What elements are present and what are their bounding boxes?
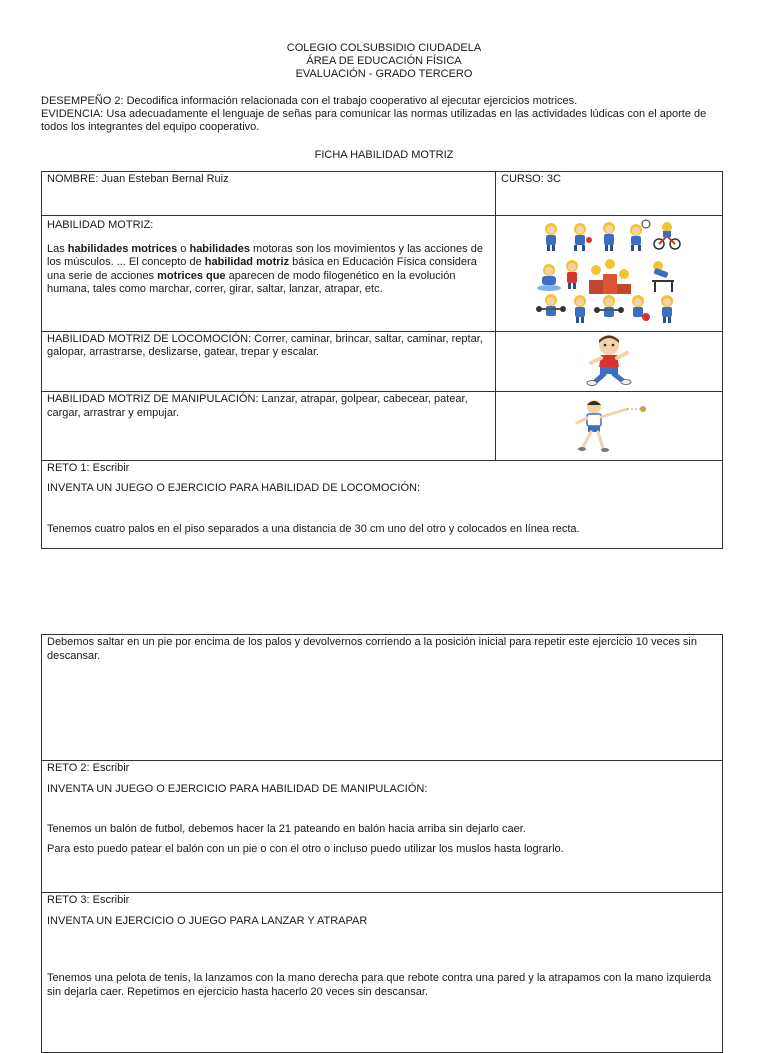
kid-figure xyxy=(574,223,592,251)
reto1-question: INVENTA UN JUEGO O EJERCICIO PARA HABILIDAD DE LOCOMOCIÓN: xyxy=(47,482,421,494)
school-name: COLEGIO COLSUBSIDIO CIUDADELA xyxy=(286,42,482,54)
reto3-question: INVENTA UN EJERCICIO O JUEGO PARA LANZAR Y ATRAPAR xyxy=(47,914,368,927)
reto2-row xyxy=(42,761,723,893)
reto3-row xyxy=(42,893,723,1053)
running-boy-image xyxy=(579,333,639,387)
definition-bold: motrices que xyxy=(157,269,226,282)
kid-figure xyxy=(661,295,673,323)
kid-figure xyxy=(630,220,650,251)
podium xyxy=(589,259,631,294)
definition-part: motoras son los movimientos y las acciones de los músculos. ... El concepto de xyxy=(47,242,483,268)
reto1-cell xyxy=(42,460,723,548)
sports-kids-image xyxy=(534,218,684,326)
definition-bold: habilidades motrices xyxy=(67,242,178,255)
student-course: CURSO: 3C xyxy=(501,173,561,185)
kid-figure xyxy=(594,295,624,317)
ficha-table xyxy=(41,171,723,549)
student-row xyxy=(42,172,723,216)
definition-part: o xyxy=(177,242,190,255)
reto1-label: RETO 1: Escribir xyxy=(47,461,130,474)
student-name-cell xyxy=(42,172,496,216)
reto2-question: INVENTA UN JUEGO O EJERCICIO PARA HABILIDAD DE MANIPULACIÓN: xyxy=(47,782,428,795)
running-boy-illustration xyxy=(496,331,723,392)
kid-figure xyxy=(566,260,578,289)
throwing-boy-image xyxy=(569,393,649,455)
definition-part: básica en Educación Física considera una serie de acciones xyxy=(47,256,477,282)
student-name: NOMBRE: Juan Esteban Bernal Ruiz xyxy=(47,173,229,185)
reto2-cell xyxy=(42,761,723,893)
hurdle-kid xyxy=(652,261,674,292)
manipulacion-text: HABILIDAD MOTRIZ DE MANIPULACIÓN: Lanzar, atrapar, golpear, cabecear, patear, cargar, arrastrar y empujar. xyxy=(47,393,468,419)
definition-bold: habilidades xyxy=(189,242,250,255)
reto3-answer: Tenemos una pelota de tenis, la lanzamos con la mano derecha para que rebote contra una pared y la atrapamos con la mano izquierda sin dejarla caer. Repetimos en ejercicio hasta hacerlo 20 veces sin descansar. xyxy=(47,972,712,998)
throwing-boy-illustration xyxy=(496,392,723,461)
retos-table xyxy=(41,634,723,1053)
reto1-row xyxy=(42,460,723,548)
definition-part: Las xyxy=(47,242,68,255)
sports-kids-illustration xyxy=(496,216,723,332)
locomocion-row xyxy=(42,331,723,392)
locomocion-text: HABILIDAD MOTRIZ DE LOCOMOCIÓN: Correr, caminar, brincar, saltar, caminar, reptar, galopar, arrastrarse, deslizarse, gatear, trepar y escalar. xyxy=(47,332,483,358)
locomocion-cell xyxy=(42,331,496,392)
kid-figure xyxy=(632,295,650,321)
kid-figure xyxy=(574,295,586,323)
habilidad-definition xyxy=(47,243,490,297)
manipulacion-row xyxy=(42,392,723,461)
reto1-answer-continued: Debemos saltar en un pie por encima de los palos y devolvernos corriendo a la posición inicial para repetir este ejercicio 10 veces sin descansar. xyxy=(47,636,697,662)
area-title: ÁREA DE EDUCACIÓN FÍSICA xyxy=(306,55,462,67)
manipulacion-cell xyxy=(42,392,496,461)
reto1-continued-row xyxy=(42,635,723,761)
reto2-answer-detail: Para esto puedo patear el balón con un pie o con el otro o incluso puedo utilizar los muslos hasta lograrlo. xyxy=(47,842,564,855)
evidencia-text: EVIDENCIA: Usa adecuadamente el lenguaje de señas para comunicar las normas utilizadas en las actividades lúdicas con el aporte de todos los integrantes del equipo cooperativo. xyxy=(41,108,707,133)
reto3-cell xyxy=(42,893,723,1053)
kid-figure xyxy=(603,222,615,251)
habilidad-label: HABILIDAD MOTRIZ: xyxy=(47,219,154,231)
course-cell xyxy=(496,172,723,216)
reto1-answer: Tenemos cuatro palos en el piso separados a una distancia de 30 cm uno del otro y colocados en línea recta. xyxy=(47,522,580,535)
reto2-label: RETO 2: Escribir xyxy=(47,762,130,774)
definition-bold: habilidad motriz xyxy=(204,256,290,268)
habilidad-cell xyxy=(42,216,496,332)
reto3-label: RETO 3: Escribir xyxy=(47,894,130,906)
habilidad-row xyxy=(42,216,723,332)
desempeno-text: DESEMPEÑO 2: Decodifica información relacionada con el trabajo cooperativo al ejecutar ejercicios motrices. xyxy=(41,95,578,107)
ficha-title: FICHA HABILIDAD MOTRIZ xyxy=(314,149,454,161)
kid-figure xyxy=(537,264,561,291)
evaluation-title: EVALUACIÓN - GRADO TERCERO xyxy=(295,68,473,80)
reto2-answer: Tenemos un balón de futbol, debemos hacer la 21 pateando en balón hacia arriba sin dejarlo caer. xyxy=(47,823,526,835)
bicycle-kid xyxy=(654,222,680,249)
reto1-continued-cell xyxy=(42,635,723,761)
definition-part: aparecen de modo filogenético en la evolución humana, tales como marchar, correr, girar, saltar, lanzar, atrapar, etc. xyxy=(47,269,456,295)
kid-figure xyxy=(545,223,557,251)
kid-figure xyxy=(536,294,566,316)
